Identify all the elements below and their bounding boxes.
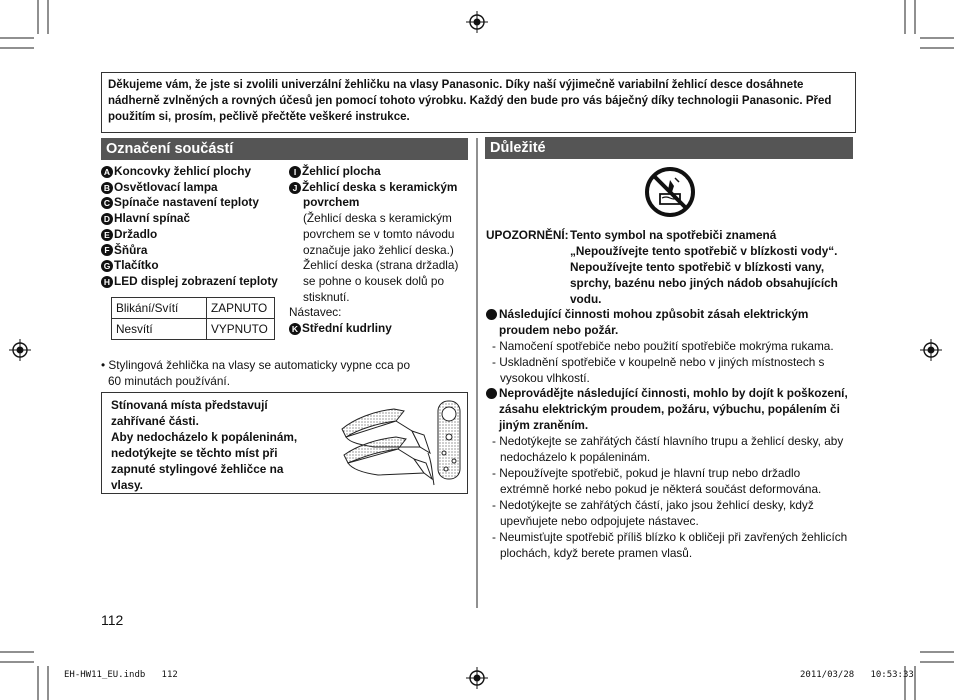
caution-line: Nepoužívejte tento spotřebič v blízkosti vany, (570, 260, 825, 274)
table-cell: Nesvítí (112, 319, 207, 340)
part-j-description (289, 211, 469, 305)
section-1 (486, 306, 856, 386)
part-letter-icon: A (101, 166, 113, 178)
heat-warning-box (101, 392, 468, 494)
part-letter-icon: C (101, 197, 113, 209)
parts-header: Označení součástí (101, 138, 468, 160)
registration-mark-bottom (466, 667, 488, 689)
part-label: Držadlo (114, 226, 158, 241)
caution-line: Tento symbol na spotřebiči znamená (570, 228, 777, 242)
section-heading-text: zásahu elektrickým proudem, požáru, výbuchu, popálením či (499, 402, 840, 416)
part-letter-icon: G (101, 260, 113, 272)
auto-off-note (101, 357, 410, 389)
warning-line: Aby nedocházelo k popáleninám, (111, 430, 298, 444)
warning-line: zapnuté stylingové žehličce na (111, 462, 284, 476)
list-item: extrémně horké nebo pokud je některá součást deformována. (500, 482, 822, 496)
part-letter-icon: F (101, 244, 113, 256)
note-line: • Stylingová žehlička na vlasy se automaticky vypne cca po (101, 358, 411, 372)
parts-list-b (289, 164, 469, 337)
table-cell: ZAPNUTO (207, 298, 275, 319)
part-item (101, 195, 291, 211)
section-heading-text: Neprovádějte následující činnosti, mohlo by dojít k poškození, (499, 386, 848, 400)
part-item (101, 274, 291, 290)
description-line: se pohne o kousek dolů po (303, 273, 445, 288)
page-number: 112 (101, 612, 124, 628)
part-j-cont: povrchem (303, 195, 360, 210)
caution-text (570, 227, 838, 307)
part-label: Hlavní spínač (114, 211, 191, 226)
bullet-icon (486, 388, 497, 399)
warning-line: zahřívané části. (111, 414, 199, 428)
part-item (101, 243, 291, 259)
section-heading-line (486, 417, 858, 433)
list-item: - Neumisťujte spotřebič příliš blízko k obličeji při zavřených žehlicích (492, 530, 848, 544)
bullet-icon (486, 309, 497, 320)
table-cell: Blikání/Svítí (112, 298, 207, 319)
table-cell: VYPNUTO (207, 319, 275, 340)
part-letter-icon: H (101, 276, 113, 288)
list-item: - Nepoužívejte spotřebič, pokud je hlavní trup nebo držadlo (492, 466, 801, 480)
section-2 (486, 385, 858, 561)
description-line: stisknutí. (303, 289, 350, 304)
warning-line: vlasy. (111, 478, 143, 492)
list-item: - Uskladnění spotřebiče v koupelně nebo v jiných místnostech s (492, 355, 825, 369)
caution-line: vodu. (570, 292, 602, 306)
section-heading-line (486, 322, 856, 338)
description-line: Žehlicí deska (strana držadla) (303, 258, 459, 273)
heat-warning-text (111, 397, 297, 493)
note-line: 60 minutách používání. (108, 374, 230, 388)
part-item (101, 227, 291, 243)
section-1-items (486, 338, 856, 386)
section-2-items (486, 433, 858, 561)
part-label: Spínače nastavení teploty (114, 195, 259, 210)
attachment-label: Nástavec: (289, 305, 342, 320)
description-line: povrchem se v tomto návodu (303, 226, 455, 241)
caution-line: „Nepoužívejte tento spotřebič v blízkosti vody“. (570, 244, 838, 258)
part-letter-icon: B (101, 182, 113, 194)
part-label: Koncovky žehlicí plochy (114, 164, 252, 178)
registration-mark-top (466, 11, 488, 33)
part-label: Šňůra (114, 242, 148, 257)
part-label: Tlačítko (114, 258, 159, 273)
part-label: LED displej zobrazení teploty (114, 273, 278, 288)
part-letter-icon: D (101, 213, 113, 225)
important-header: Důležité (485, 137, 853, 159)
part-k: K Střední kudrliny (289, 321, 469, 337)
part-j: J Žehlicí deska s keramickým (289, 180, 469, 196)
part-letter-icon: E (101, 229, 113, 241)
section-heading-line (486, 385, 858, 401)
description-line: označuje jako žehlicí deska.) (303, 242, 454, 257)
list-item: plochách, když berete pramen vlasů. (500, 546, 693, 560)
section-heading-text: proudem nebo požár. (499, 323, 619, 337)
section-2-heading (486, 385, 858, 433)
caution-label: UPOZORNĚNÍ: (486, 228, 569, 242)
table-row (112, 319, 275, 340)
part-label: Osvětlovací lampa (114, 179, 218, 194)
part-item (101, 164, 291, 180)
parts-list-a (101, 164, 291, 290)
warning-line: nedotýkejte se těchto míst při (111, 446, 278, 460)
registration-mark-left (9, 339, 31, 361)
list-item: - Nedotýkejte se zahřátých částí hlavního trupu a žehlicí desky, aby (492, 434, 844, 448)
footer-date: 2011/03/28 10:53:33 (800, 670, 914, 680)
description-line: (Žehlicí deska s keramickým (303, 211, 452, 226)
list-item: upevňujete nebo odpojujete nástavec. (500, 514, 699, 528)
table-row (112, 298, 275, 319)
intro-box: Děkujeme vám, že jste si zvolili univerzální žehličku na vlasy Panasonic. Díky naší výjimečně variabilní žehlicí desce dosáhnete nádherně zvlněných a rovných účesů jen pomocí tohoto výrobku. Každý den bude pro vás báječný díky technologii Panasonic. Před použitím si, prosím, pečlivě přečtěte veškeré instrukce. (101, 72, 856, 133)
registration-mark-right (920, 339, 942, 361)
section-heading-line (486, 401, 858, 417)
section-heading-text: jiným zraněním. (499, 418, 589, 432)
section-heading-line (486, 306, 856, 322)
caution-line: sprchy, bazénu nebo jiných nádob obsahujících (570, 276, 838, 290)
led-table (111, 297, 275, 340)
hair-iron-illustration (334, 397, 466, 489)
part-item (101, 258, 291, 274)
list-item: - Nedotýkejte se zahřátých částí, jako jsou žehlicí desky, když (492, 498, 814, 512)
section-1-heading (486, 306, 856, 338)
section-heading-text: Následující činnosti mohou způsobit zásah elektrickým (499, 307, 809, 321)
warning-line: Stínovaná místa představují (111, 398, 268, 412)
no-water-icon (644, 166, 696, 218)
footer-file: EH-HW11_EU.indb 112 (64, 670, 178, 680)
part-item (101, 180, 291, 196)
list-item: vysokou vlhkostí. (500, 371, 590, 385)
part-item (101, 211, 291, 227)
list-item: - Namočení spotřebiče nebo použití spotřebiče mokrýma rukama. (492, 339, 834, 353)
list-item: nedocházelo k popáleninám. (500, 450, 651, 464)
part-i: I Žehlicí plocha (289, 164, 469, 180)
